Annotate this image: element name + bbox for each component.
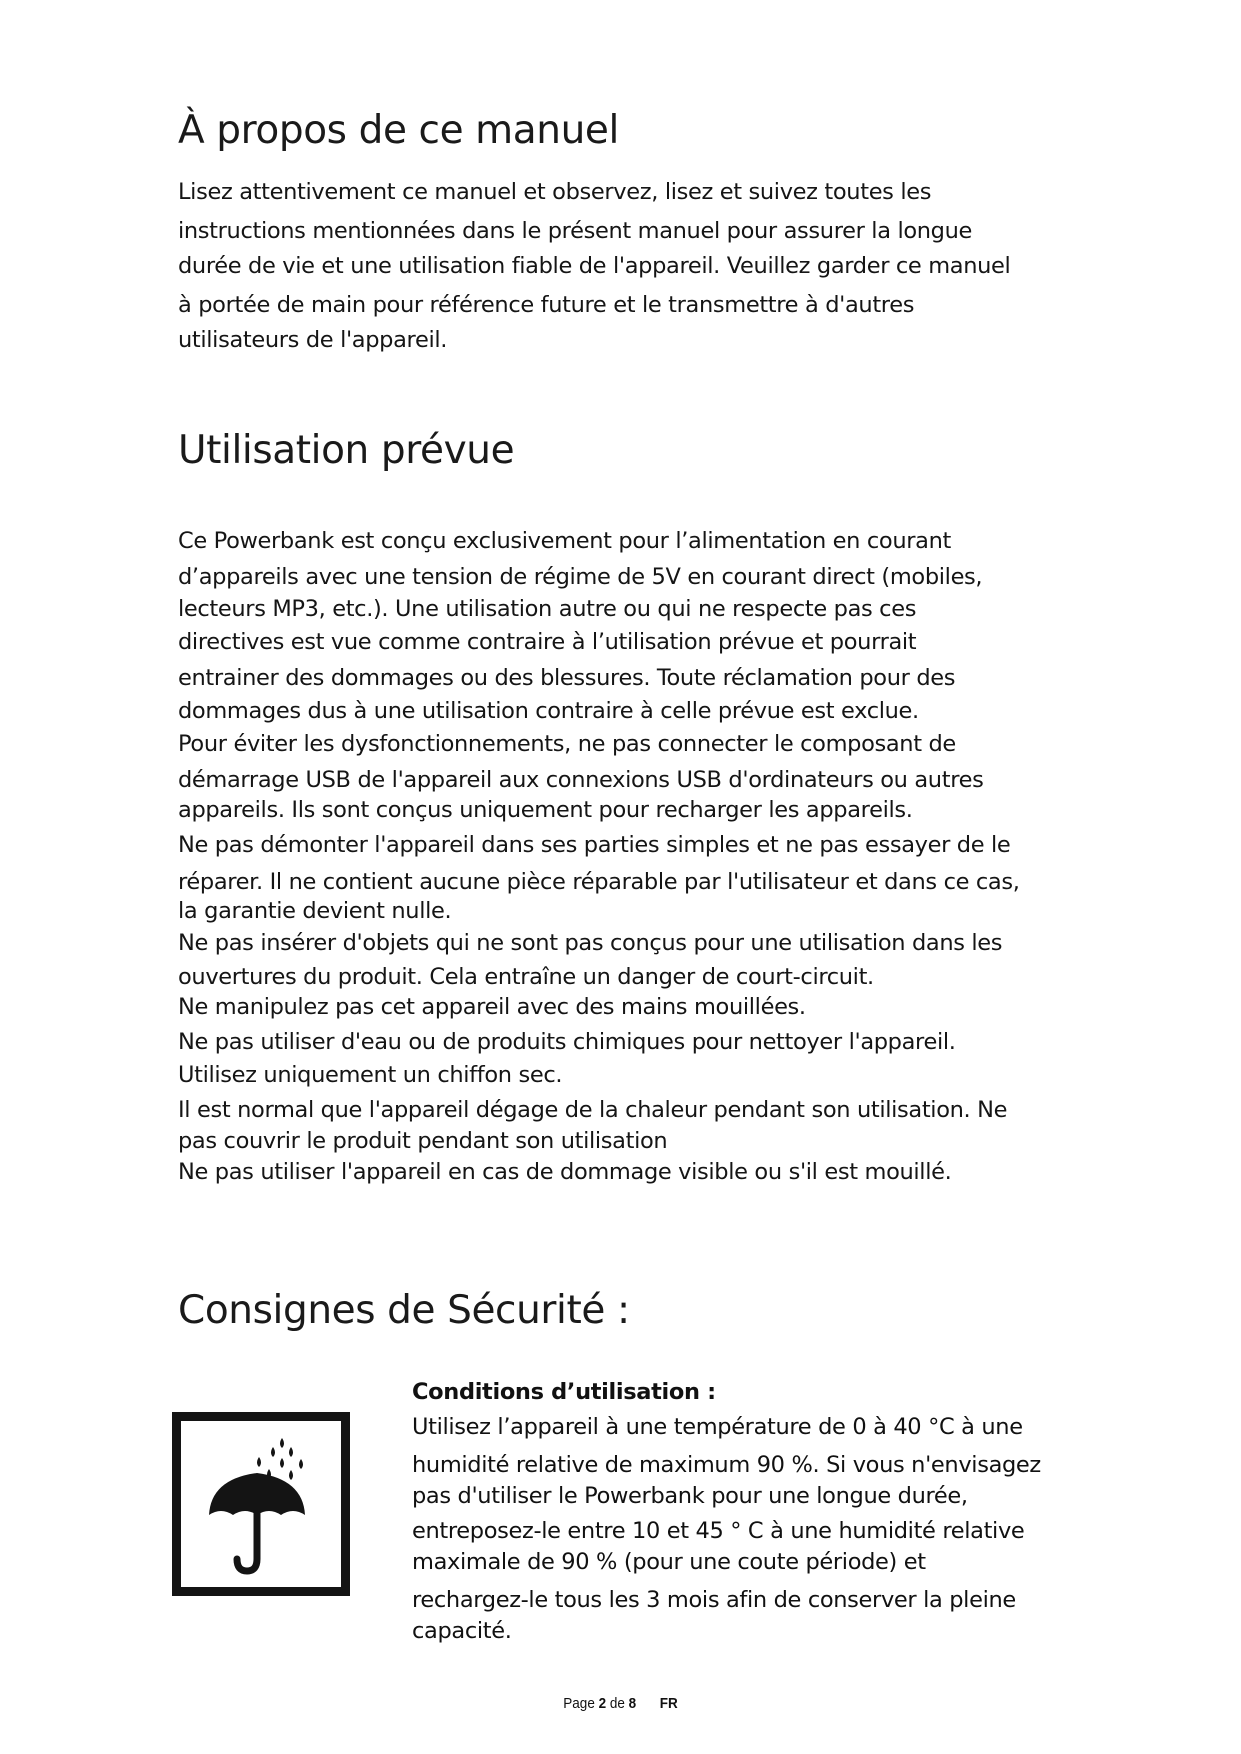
- section-title-about: À propos de ce manuel: [178, 108, 619, 153]
- intended-use-line: Utilisez uniquement un chiffon sec.: [178, 1062, 563, 1088]
- intended-use-line: directives est vue comme contraire à l’utilisation prévue et pourrait: [178, 629, 917, 655]
- footer-language: FR: [659, 1695, 678, 1712]
- about-line: utilisateurs de l'appareil.: [178, 327, 448, 353]
- conditions-block: [412, 1375, 1092, 1649]
- intended-use-line: ouvertures du produit. Cela entraîne un danger de court-circuit.: [178, 964, 874, 990]
- intended-use-line: entrainer des dommages ou des blessures. Toute réclamation pour des: [178, 665, 956, 691]
- intended-use-line: d’appareils avec une tension de régime de 5V en courant direct (mobiles,: [178, 564, 983, 590]
- about-paragraph: [178, 175, 1078, 358]
- footer-total-pages: 8: [628, 1695, 637, 1712]
- about-line: durée de vie et une utilisation fiable de l'appareil. Veuillez garder ce manuel: [178, 253, 1011, 279]
- intended-use-line: dommages dus à une utilisation contraire à celle prévue est exclue.: [178, 698, 919, 724]
- intended-use-line: appareils. Ils sont conçus uniquement pour recharger les appareils.: [178, 797, 913, 823]
- intended-use-line: pas couvrir le produit pendant son utilisation: [178, 1128, 668, 1154]
- about-line: instructions mentionnées dans le présent manuel pour assurer la longue: [178, 218, 973, 244]
- intended-use-line: Ne pas insérer d'objets qui ne sont pas conçus pour une utilisation dans les: [178, 930, 1003, 956]
- conditions-line: rechargez-le tous les 3 mois afin de conserver la pleine: [412, 1586, 1016, 1613]
- intended-use-line: Ne manipulez pas cet appareil avec des mains mouillées.: [178, 994, 806, 1020]
- conditions-line: pas d'utiliser le Powerbank pour une longue durée,: [412, 1483, 968, 1509]
- intended-use-line: Ne pas utiliser l'appareil en cas de dommage visible ou s'il est mouillé.: [178, 1159, 952, 1185]
- intended-use-line: la garantie devient nulle.: [178, 898, 452, 924]
- umbrella-rain-icon: [172, 1412, 350, 1596]
- conditions-line: entreposez-le entre 10 et 45 ° C à une humidité relative: [412, 1517, 1025, 1544]
- intended-use-paragraph: [178, 524, 1078, 1189]
- intended-use-line: Ce Powerbank est conçu exclusivement pour l’alimentation en courant: [178, 528, 951, 554]
- footer-of-word: de: [609, 1695, 625, 1712]
- intended-use-line: lecteurs MP3, etc.). Une utilisation autre ou qui ne respecte pas ces: [178, 596, 917, 622]
- page-footer: [62, 1695, 1179, 1712]
- about-line: Lisez attentivement ce manuel et observez, lisez et suivez toutes les: [178, 179, 932, 205]
- conditions-line: humidité relative de maximum 90 %. Si vous n'envisagez: [412, 1451, 1041, 1478]
- intended-use-line: réparer. Il ne contient aucune pièce réparable par l'utilisateur et dans ce cas,: [178, 869, 1020, 895]
- intended-use-line: Pour éviter les dysfonctionnements, ne pas connecter le composant de: [178, 731, 956, 757]
- footer-page-word: Page: [563, 1695, 595, 1712]
- section-title-intended-use: Utilisation prévue: [178, 428, 515, 473]
- about-line: à portée de main pour référence future et le transmettre à d'autres: [178, 292, 915, 318]
- conditions-line: capacité.: [412, 1618, 512, 1644]
- conditions-title: Conditions d’utilisation :: [412, 1379, 716, 1405]
- section-title-safety: Consignes de Sécurité :: [178, 1288, 630, 1333]
- umbrella-rain-icon-graphic: [181, 1421, 341, 1587]
- intended-use-line: Il est normal que l'appareil dégage de la chaleur pendant son utilisation. Ne: [178, 1097, 1008, 1123]
- intended-use-line: Ne pas démonter l'appareil dans ses parties simples et ne pas essayer de le: [178, 832, 1011, 858]
- footer-current-page: 2: [598, 1695, 607, 1712]
- conditions-line: Utilisez l’appareil à une température de 0 à 40 °C à une: [412, 1414, 1023, 1440]
- intended-use-line: Ne pas utiliser d'eau ou de produits chimiques pour nettoyer l'appareil.: [178, 1029, 956, 1055]
- conditions-line: maximale de 90 % (pour une coute période) et: [412, 1549, 926, 1575]
- intended-use-line: démarrage USB de l'appareil aux connexions USB d'ordinateurs ou autres: [178, 767, 984, 793]
